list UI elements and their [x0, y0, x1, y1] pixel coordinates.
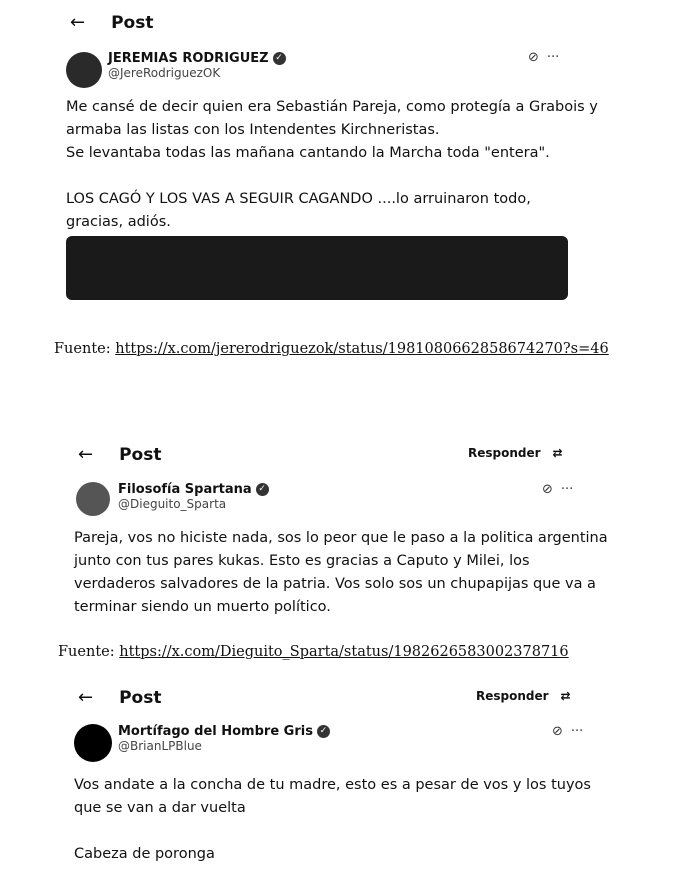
- filter-icon[interactable]: ⇄: [552, 446, 563, 460]
- more-options-icon[interactable]: ···: [546, 50, 560, 65]
- post2-actions: [542, 482, 573, 497]
- post3-body: [74, 774, 654, 866]
- post1-body: [66, 96, 646, 234]
- post3-title: Post: [119, 687, 162, 708]
- post1-line: armaba las listas con los Intendentes Kirchneristas.: [66, 122, 440, 138]
- post2-line: terminar siendo un muerto político.: [74, 599, 331, 615]
- post2-author-handle[interactable]: @Dieguito_Sparta: [118, 497, 227, 511]
- post3-author-handle[interactable]: @BrianLPBlue: [118, 739, 202, 753]
- back-arrow-icon[interactable]: ←: [70, 12, 86, 33]
- post2-line: verdaderos salvadores de la patria. Vos solo sos un chupapijas que va a: [74, 576, 596, 592]
- post3-avatar[interactable]: [74, 724, 112, 762]
- back-arrow-icon[interactable]: ←: [78, 444, 94, 465]
- post1-author-name[interactable]: JEREMIAS RODRIGUEZ: [108, 51, 269, 66]
- post2-header: [78, 444, 161, 465]
- back-arrow-icon[interactable]: ←: [78, 687, 94, 708]
- reply-button[interactable]: Responder: [476, 689, 549, 703]
- post3-reply: [476, 689, 571, 703]
- post2-reply: [468, 446, 563, 460]
- filter-icon[interactable]: ⇄: [560, 689, 571, 703]
- post3-line: Cabeza de poronga: [74, 846, 215, 862]
- post1-header: [70, 12, 153, 33]
- source-label: Fuente:: [54, 341, 111, 357]
- post2-line: Pareja, vos no hiciste nada, sos lo peor que le paso a la politica argentina: [74, 530, 608, 546]
- post1-line: LOS CAGÓ Y LOS VAS A SEGUIR CAGANDO ....lo arruinaron todo,: [66, 191, 531, 207]
- verified-badge-icon: ✓: [256, 483, 269, 496]
- post3-actions: [552, 724, 583, 739]
- post1-line: Se levantaba todas las mañana cantando la Marcha toda "entera".: [66, 145, 550, 161]
- more-options-icon[interactable]: ···: [560, 482, 574, 497]
- grok-icon[interactable]: ⊘: [528, 50, 539, 65]
- post3-line: Vos andate a la concha de tu madre, esto es a pesar de vos y los tuyos: [74, 777, 591, 793]
- post3-author: [118, 724, 330, 753]
- post2-author: [118, 482, 269, 511]
- post2-line: junto con tus pares kukas. Esto es gracias a Caputo y Milei, los: [74, 553, 530, 569]
- post3-header: [78, 687, 161, 708]
- grok-icon[interactable]: ⊘: [552, 724, 563, 739]
- post2-title: Post: [119, 444, 162, 465]
- post1-avatar[interactable]: [66, 52, 102, 88]
- verified-badge-icon: ✓: [317, 725, 330, 738]
- source-link[interactable]: https://x.com/jererodriguezok/status/1981080662858674270?s=46: [115, 341, 609, 357]
- post3-author-name[interactable]: Mortífago del Hombre Gris: [118, 724, 313, 739]
- post1-source: [54, 341, 609, 357]
- post2-body: [74, 527, 654, 619]
- post1-line: [66, 165, 646, 188]
- source-label: Fuente:: [58, 644, 115, 660]
- grok-icon[interactable]: ⊘: [542, 482, 553, 497]
- reply-button[interactable]: Responder: [468, 446, 541, 460]
- source-link[interactable]: https://x.com/Dieguito_Sparta/status/1982626583002378716: [119, 644, 569, 660]
- post3-line: [74, 820, 654, 843]
- verified-badge-icon: ✓: [273, 52, 286, 65]
- post2-author-name[interactable]: Filosofía Spartana: [118, 482, 252, 497]
- post1-title: Post: [111, 12, 154, 33]
- post1-line: gracias, adiós.: [66, 214, 171, 230]
- more-options-icon[interactable]: ···: [570, 724, 584, 739]
- post2-avatar[interactable]: [76, 482, 110, 516]
- post3-line: que se van a dar vuelta: [74, 800, 246, 816]
- post1-author-handle[interactable]: @JereRodriguezOK: [108, 66, 221, 80]
- post1-line: Me cansé de decir quien era Sebastián Pareja, como protegía a Grabois y: [66, 99, 598, 115]
- post1-actions: [528, 50, 559, 65]
- post1-author: [108, 51, 286, 80]
- post2-source: [58, 644, 569, 660]
- redacted-media: [66, 236, 568, 300]
